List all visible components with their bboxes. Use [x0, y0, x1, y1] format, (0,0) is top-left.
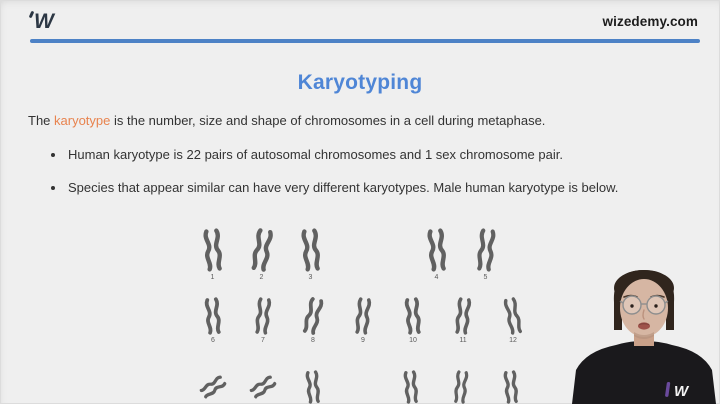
chromosome-pair-4	[412, 228, 461, 281]
chromosome-number: 7	[261, 337, 265, 344]
chromosome-pair-icon	[196, 370, 231, 404]
chromosome-pair-icon	[301, 369, 326, 404]
chromosome-pair-6	[188, 297, 238, 344]
chromosome-pair-icon	[399, 296, 426, 336]
chromosome-pair-3	[286, 228, 335, 281]
chromosome-number: 1	[210, 274, 215, 281]
chromosome-pair-icon	[449, 369, 473, 404]
chromosome-number: 8	[311, 337, 315, 344]
chromosome-pair-icon	[422, 227, 452, 273]
chromosome-pair-icon	[245, 226, 278, 274]
chromosome-pair-icon	[250, 296, 277, 336]
chromosome-pair-icon	[498, 295, 527, 337]
chromosome-pair-8	[288, 297, 338, 344]
chromosome-number: 6	[211, 337, 215, 344]
chromosome-pair-icon	[499, 369, 524, 404]
chromosome-number: 10	[409, 337, 417, 344]
chromosome-number: 5	[483, 274, 488, 281]
chromosome-number: 12	[509, 337, 517, 344]
presenter-webcam	[568, 266, 720, 404]
presenter-figure	[568, 266, 720, 404]
chromosome-pair-icon	[296, 227, 326, 273]
chromosome-pair-icon	[199, 296, 226, 336]
logo-letter: W	[34, 10, 53, 33]
chromosome-pair-12	[488, 297, 538, 344]
karyotype-image	[188, 224, 544, 404]
chromosome-number: 3	[308, 274, 313, 281]
chromosome-pair-10	[388, 297, 438, 344]
chromosome-pair-14	[238, 370, 288, 404]
definition-text	[28, 113, 690, 128]
site-url: wizedemy.com	[602, 14, 698, 29]
chromosome-pair-icon	[399, 369, 424, 404]
chromosome-pair-7	[238, 297, 288, 344]
chromosome-pair-icon	[198, 227, 228, 273]
chromosome-pair-11	[438, 297, 488, 344]
bullet-item: • Species that appear similar can have very different karyotypes. Male human karyotype is below.	[66, 180, 680, 195]
header-divider	[30, 39, 700, 43]
karyotype-term: karyotype	[54, 113, 111, 128]
definition-post: is the number, size and shape of chromosomes in a cell during metaphase.	[110, 113, 546, 128]
chromosome-pair-icon	[350, 296, 377, 336]
karyotype-row-3	[188, 370, 544, 404]
karyotype-row-1	[188, 228, 544, 281]
chromosome-pair-15	[288, 370, 338, 404]
chromosome-number: 11	[459, 337, 467, 344]
chromosome-pair-icon	[297, 295, 329, 338]
chromosome-pair-icon	[450, 296, 477, 336]
definition-pre: The	[28, 113, 55, 128]
bullet-list	[66, 147, 680, 213]
chromosome-pair-17	[436, 370, 486, 404]
wizedemy-logo	[30, 10, 53, 34]
chromosome-pair-9	[338, 297, 388, 344]
chromosome-pair-16	[386, 370, 436, 404]
chromosome-pair-5	[461, 228, 510, 281]
bullet-item: • Human karyotype is 22 pairs of autosomal chromosomes and 1 sex chromosome pair.	[66, 147, 680, 162]
chromosome-pair-icon	[246, 370, 281, 404]
chromosome-number: 4	[434, 274, 439, 281]
chromosome-pair-13	[188, 370, 238, 404]
chromosome-number: 2	[259, 274, 264, 281]
chromosome-pair-18	[486, 370, 536, 404]
shirt-logo: W	[674, 383, 689, 400]
slide-title: Karyotyping	[297, 71, 423, 94]
karyotype-row-2	[188, 297, 544, 344]
chromosome-pair-2	[237, 228, 286, 281]
chromosome-pair-1	[188, 228, 237, 281]
chromosome-number: 9	[361, 337, 365, 344]
chromosome-pair-icon	[471, 227, 500, 273]
